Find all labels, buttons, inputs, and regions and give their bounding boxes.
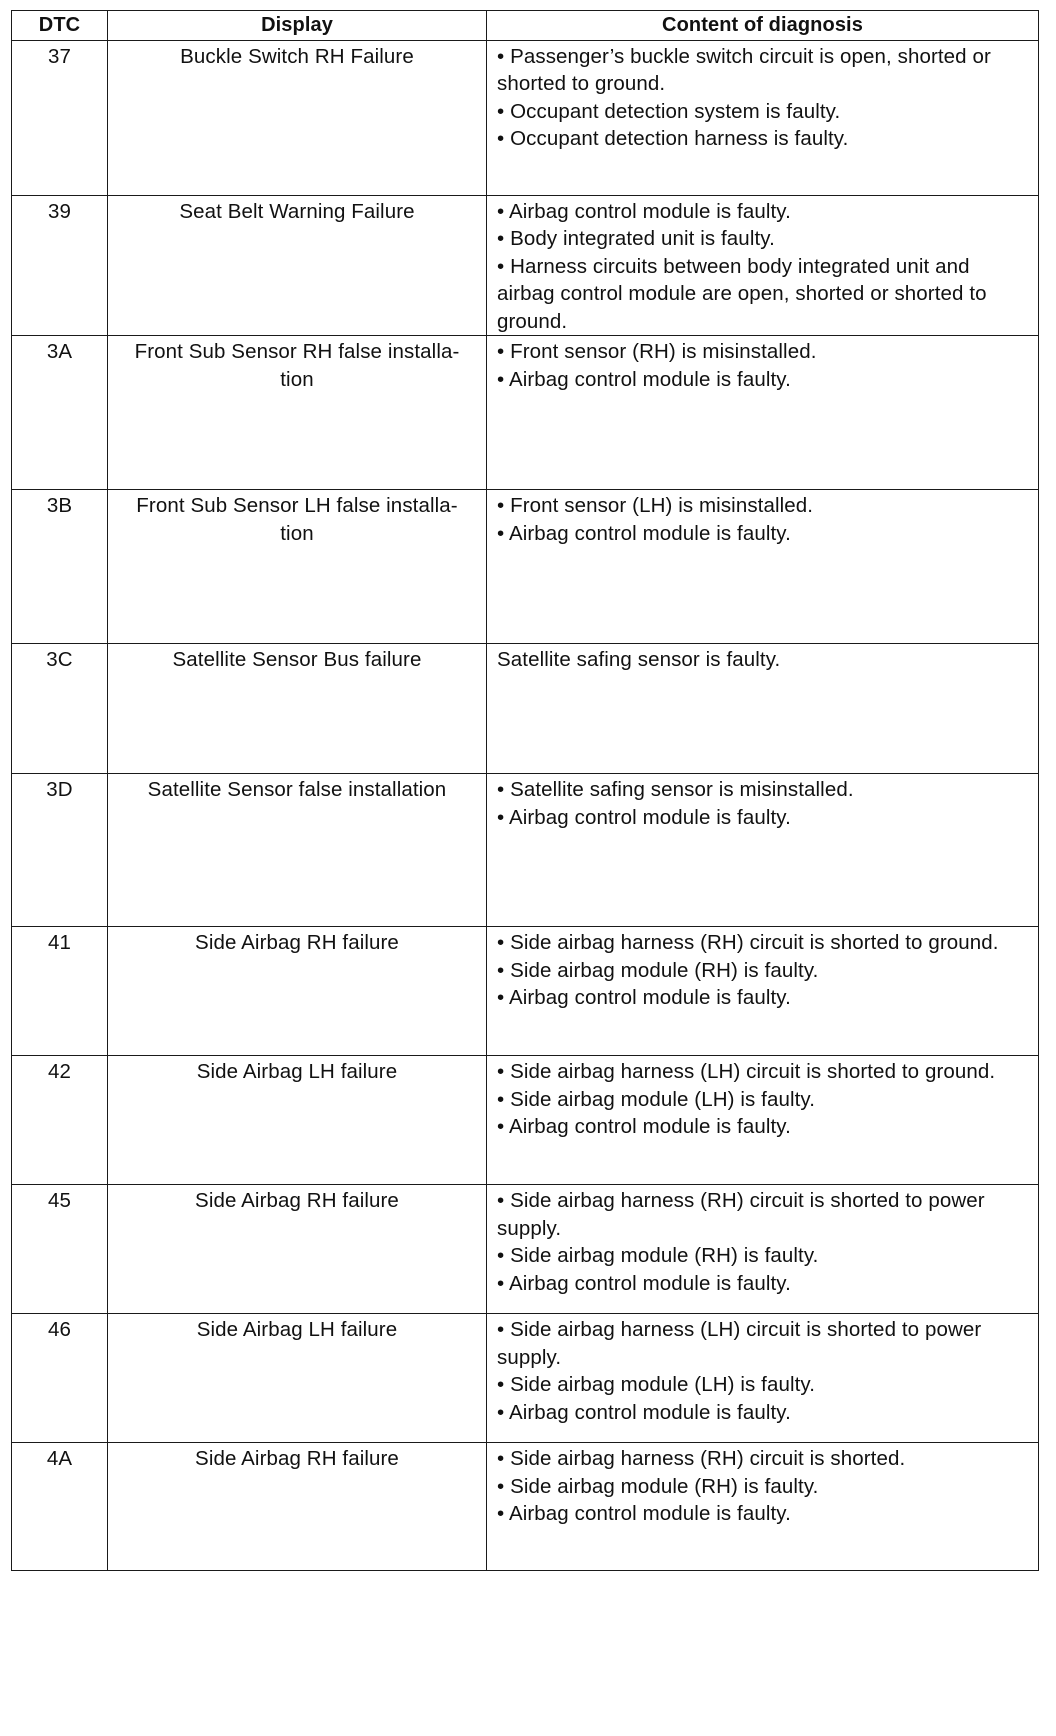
display-cell: Seat Belt Warning Failure [108,195,487,336]
table-body [12,40,1039,1571]
display-cell: Buckle Switch RH Failure [108,40,487,195]
dtc-code-cell: 3B [12,490,108,644]
table-row [12,927,1039,1056]
diagnosis-line: • Occupant detection harness is faulty. [497,127,849,150]
dtc-code-cell: 46 [12,1314,108,1443]
dtc-code-cell: 3A [12,336,108,490]
diagnosis-line: • Airbag control module is faulty. [497,199,791,223]
diagnosis-line: • Side airbag harness (RH) circuit is shorted. [497,1447,906,1470]
header-display: Display [108,11,487,41]
content-cell [487,1314,1039,1443]
diagnosis-line: • Body integrated unit is faulty. [497,227,775,250]
header-dtc: DTC [12,11,108,41]
diagnosis-line: • Front sensor (RH) is misinstalled. [497,340,817,363]
diagnosis-line: • Side airbag harness (RH) circuit is shorted to power supply. [497,1189,985,1240]
table-row [12,336,1039,490]
diagnosis-line: • Airbag control module is faulty. [497,1400,791,1424]
diagnosis-line: Satellite safing sensor is faulty. [497,648,781,671]
dtc-code-cell: 3C [12,644,108,774]
diagnosis-line: • Side airbag module (RH) is faulty. [497,958,819,982]
display-cell: Side Airbag RH failure [108,927,487,1056]
header-row [12,11,1039,41]
diagnosis-line: • Passenger’s buckle switch circuit is open, shorted or shorted to ground. [497,44,991,95]
dtc-code-cell: 45 [12,1185,108,1314]
display-cell: Satellite Sensor false installation [108,774,487,927]
diagnosis-line: • Side airbag module (RH) is faulty. [497,1244,819,1267]
dtc-code-cell: 39 [12,195,108,336]
content-cell [487,1443,1039,1571]
diagnosis-line: • Airbag control module is faulty. [497,986,791,1009]
diagnosis-line: • Side airbag module (LH) is faulty. [497,1373,816,1396]
display-cell: Side Airbag RH failure [108,1185,487,1314]
diagnosis-line: • Airbag control module is faulty. [497,521,791,545]
diagnosis-line: • Side airbag module (RH) is faulty. [497,1474,819,1498]
content-cell [487,195,1039,336]
table-header [12,11,1039,41]
display-cell: Side Airbag LH failure [108,1056,487,1185]
dtc-table [11,10,1039,1571]
table-row [12,1314,1039,1443]
display-cell: Satellite Sensor Bus failure [108,644,487,774]
table-row [12,40,1039,195]
content-cell [487,774,1039,927]
diagnosis-line: • Side airbag module (LH) is faulty. [497,1087,816,1111]
diagnosis-line: • Front sensor (LH) is misinstalled. [497,494,814,517]
table-row [12,1185,1039,1314]
content-cell [487,336,1039,490]
table-row [12,490,1039,644]
display-cell: Front Sub Sensor LH false installa- tion [108,490,487,644]
content-cell [487,644,1039,774]
display-cell: Side Airbag LH failure [108,1314,487,1443]
dtc-code-cell: 42 [12,1056,108,1185]
display-cell: Front Sub Sensor RH false installa- tion [108,336,487,490]
content-cell [487,490,1039,644]
content-cell [487,1185,1039,1314]
content-cell [487,40,1039,195]
dtc-code-cell: 37 [12,40,108,195]
dtc-code-cell: 4A [12,1443,108,1571]
diagnosis-line: • Satellite safing sensor is misinstalled. [497,778,854,801]
diagnosis-line: • Occupant detection system is faulty. [497,99,841,123]
table-row [12,1056,1039,1185]
table-row [12,1443,1039,1571]
diagnosis-line: • Airbag control module is faulty. [497,1271,791,1295]
diagnosis-line: • Airbag control module is faulty. [497,367,791,391]
diagnosis-line: • Side airbag harness (LH) circuit is shorted to ground. [497,1060,996,1083]
diagnosis-line: • Side airbag harness (LH) circuit is shorted to power supply. [497,1318,982,1369]
dtc-code-cell: 3D [12,774,108,927]
content-cell [487,927,1039,1056]
diagnosis-line: • Airbag control module is faulty. [497,1115,791,1138]
diagnosis-line: • Airbag control module is faulty. [497,1502,791,1525]
header-content: Content of diagnosis [487,11,1039,41]
diagnosis-line: • Harness circuits between body integrated unit and airbag control module are open, shorted or shorted to ground. [497,254,987,333]
diagnosis-line: • Side airbag harness (RH) circuit is shorted to ground. [497,931,999,954]
table-row [12,774,1039,927]
display-cell: Side Airbag RH failure [108,1443,487,1571]
content-cell [487,1056,1039,1185]
diagnosis-line: • Airbag control module is faulty. [497,805,791,829]
dtc-code-cell: 41 [12,927,108,1056]
table-row [12,195,1039,336]
table-row [12,644,1039,774]
